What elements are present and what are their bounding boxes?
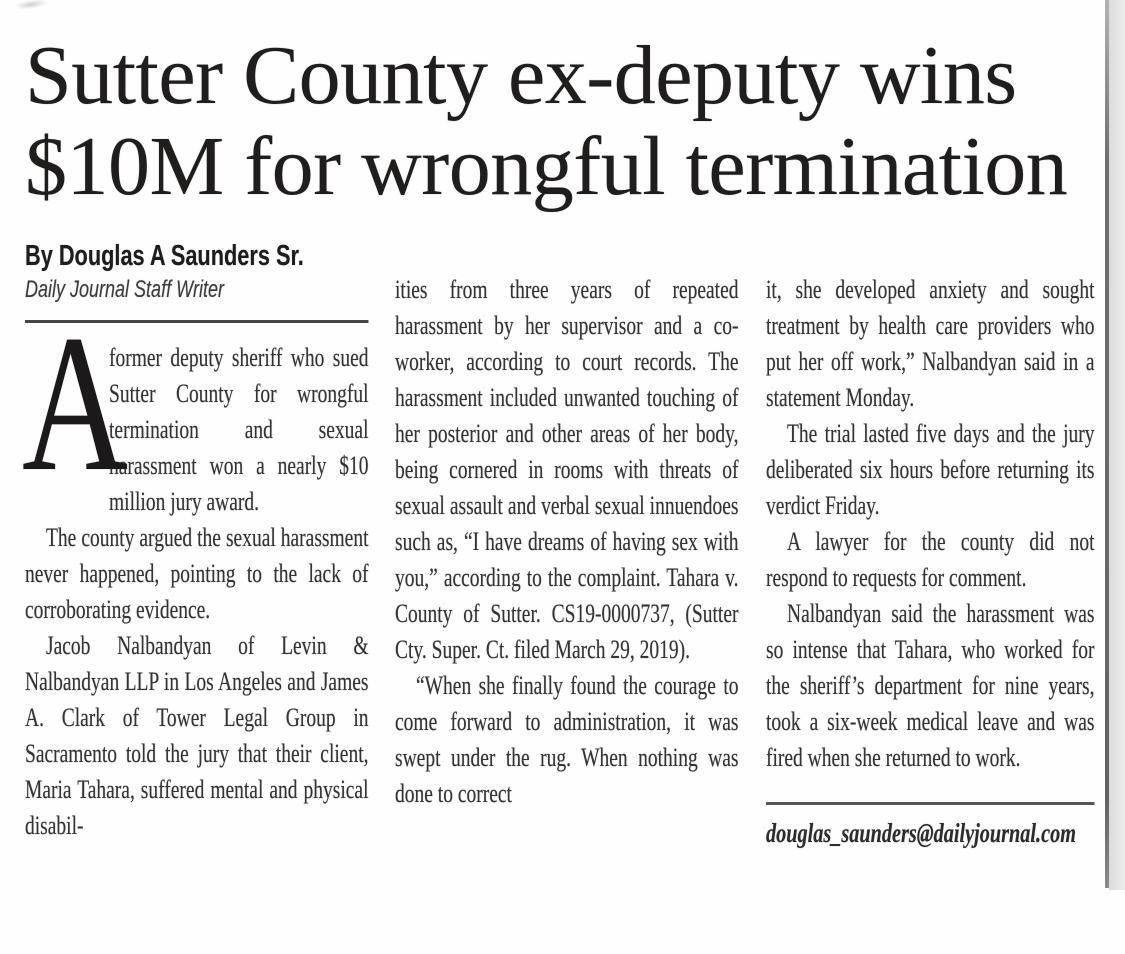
- article-paragraph: A lawyer for the county did not respond to requests for comment.: [766, 527, 1095, 592]
- headline-line-2: $10M for wrongful termination: [25, 120, 1068, 213]
- byline-role: Daily Journal Staff Writer: [25, 276, 225, 303]
- article-paragraph: The county argued the sexual harassment never happened, pointing to the lack of corroborating evidence.: [25, 523, 369, 624]
- author-email: douglas_saunders@dailyjournal.com: [766, 818, 1076, 848]
- article-paragraph: ities from three years of repeated harassment by her supervisor and a co-worker, according to court records. The harassment included unwanted touching of her posterior and other areas of her body, being cornered in rooms with threats of sexual assault and verbal sexual innuendoes such as, “I have dreams of having sex with you,” according to the complaint. Tahara v. County of Sutter. CS19-0000737, (Sutter Cty. Super. Ct. filed March 29, 2019).: [395, 275, 739, 664]
- headline-line-1: Sutter County ex-deputy wins: [25, 29, 1017, 122]
- article-column-3: [766, 272, 1095, 849]
- byline-author: By Douglas A Saunders Sr.: [25, 240, 304, 272]
- article-headline: [25, 30, 1095, 212]
- drop-cap: [22, 295, 129, 512]
- column-divider-rule: [1105, 0, 1109, 888]
- article-column-1: [22, 240, 369, 844]
- article-paragraph: it, she developed anxiety and sought treatment by health care providers who put her off work,” Nalbandyan said in a statement Monday.: [766, 275, 1095, 412]
- article-column-2: [395, 272, 739, 812]
- scan-artifact: [14, 0, 49, 11]
- article-paragraph: “When she finally found the courage to come forward to administration, it was swept under the rug. When nothing was done to correct: [395, 671, 739, 808]
- page-edge-strip: [1109, 0, 1125, 890]
- lead-paragraph-text: former deputy sheriff who sued Sutter County for wrongful termination and sexual harassment won a nearly $10 million jury award.: [109, 343, 369, 516]
- drop-cap-letter: A: [22, 295, 129, 512]
- article-paragraph: Jacob Nalbandyan of Levin & Nalbandyan LLP in Los Angeles and James A. Clark of Tower Legal Group in Sacramento told the jury that their client, Maria Tahara, suffered mental and physical disabil-: [25, 631, 369, 840]
- article-paragraph: Nalbandyan said the harassment was so intense that Tahara, who worked for the sheriff’s department for nine years, took a six-week medical leave and was fired when she returned to work.: [766, 599, 1095, 772]
- article-paragraph-lead: [22, 295, 369, 520]
- article-paragraph: The trial lasted five days and the jury deliberated six hours before returning its verdict Friday.: [766, 419, 1095, 520]
- footer-divider-rule: [766, 802, 1095, 805]
